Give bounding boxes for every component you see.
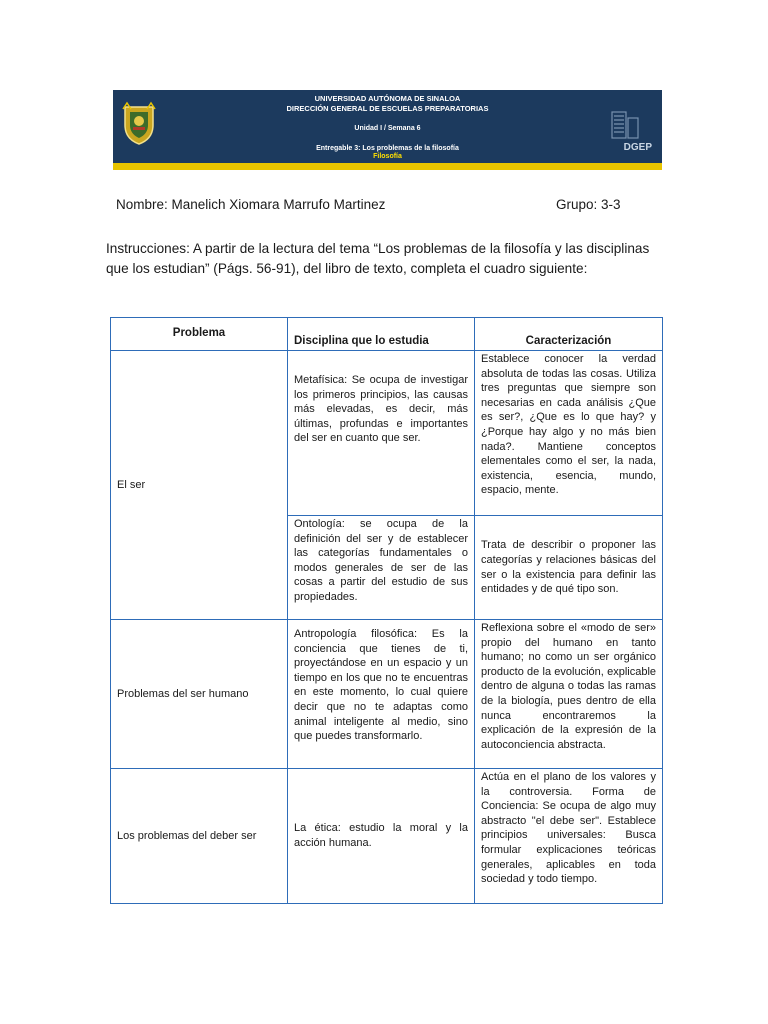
cell-disciplina: Ontología: se ocupa de la definición del ser y de establecer las categorías fundamentales o modos generales de ser de las cosas a partir del estudio de sus propiedades.: [288, 516, 475, 620]
banner-unit: Unidad I / Semana 6: [354, 125, 421, 132]
cell-problema: El ser: [111, 351, 288, 620]
table-row: [111, 620, 663, 769]
cell-disciplina: Antropología filosófica: Es la conciencia que tienes de ti, proyectándose en un espacio y un tiempo en los que no te encuentras en este momento, lo cual quiere decir que no te adaptas como animal inteligente al medio, sino que puedes transformarlo.: [288, 620, 475, 769]
table-row: [111, 769, 663, 904]
banner-accent-strip: [113, 163, 662, 170]
header-banner: [113, 90, 662, 170]
banner-university: UNIVERSIDAD AUTÓNOMA DE SINALOA: [314, 94, 461, 103]
banner-subject: Filosofía: [373, 153, 402, 160]
header-caracterizacion: Caracterización: [475, 318, 663, 351]
dgep-logo-text: DGEP: [623, 142, 652, 153]
cell-disciplina: La ética: estudio la moral y la acción humana.: [288, 769, 475, 904]
table-row: [111, 351, 663, 516]
student-name: Nombre: Manelich Xiomara Marrufo Martinez: [116, 197, 386, 212]
header-disciplina: Disciplina que lo estudia: [288, 318, 475, 351]
cell-caracterizacion: Reflexiona sobre el «modo de ser» propio del humano en tanto humano; no como un ser orgánico producto de la evolución, explicable dentro de alguna o todas las ramas de la biología, pues dentro de ella nunca encontraremos la explicación de la expresión de la autoconciencia abstracta.: [475, 620, 663, 769]
dgep-logo-icon: [596, 110, 656, 154]
table-header-row: [111, 318, 663, 351]
philosophy-problems-table: [110, 317, 663, 904]
cell-caracterizacion: Establece conocer la verdad absoluta de todas las cosas. Utiliza tres preguntas que siempre son necesarias en cada análisis ¿Que es ser?, ¿Que es lo que hay? y ¿Porque hay algo y no más bien nada?. Mantiene conceptos elementales como el ser, la nada, existencia, esencia, mundo, espacio, mente.: [475, 351, 663, 516]
instructions-text: Instrucciones: A partir de la lectura del tema “Los problemas de la filosofía y las disciplinas que los estudian” (Págs. 56-91), del libro de texto, completa el cuadro siguiente:: [106, 241, 650, 276]
banner-direction: DIRECCIÓN GENERAL DE ESCUELAS PREPARATORIAS: [286, 104, 489, 113]
cell-caracterizacion: Actúa en el plano de los valores y la controversia. Forma de Conciencia: Se ocupa de algo muy abstracto "el debe ser". Establece principios universales: Busca formular explicaciones teóricas generales, aplicables en toda sociedad y todo tiempo.: [475, 769, 663, 904]
cell-caracterizacion: Trata de describir o proponer las categorías y relaciones básicas del ser o la existencia para definir las entidades y de qué tipo son.: [475, 516, 663, 620]
student-group: Grupo: 3-3: [556, 197, 621, 212]
banner-deliverable: Entregable 3: Los problemas de la filosofía: [316, 145, 459, 152]
cell-problema: Problemas del ser humano: [111, 620, 288, 769]
cell-disciplina: Metafísica: Se ocupa de investigar los primeros principios, las causas más elevadas, es decir, más últimas, profundas e importantes del ser en cuanto que ser.: [288, 351, 475, 516]
header-problema: Problema: [111, 318, 288, 351]
cell-problema: Los problemas del deber ser: [111, 769, 288, 904]
